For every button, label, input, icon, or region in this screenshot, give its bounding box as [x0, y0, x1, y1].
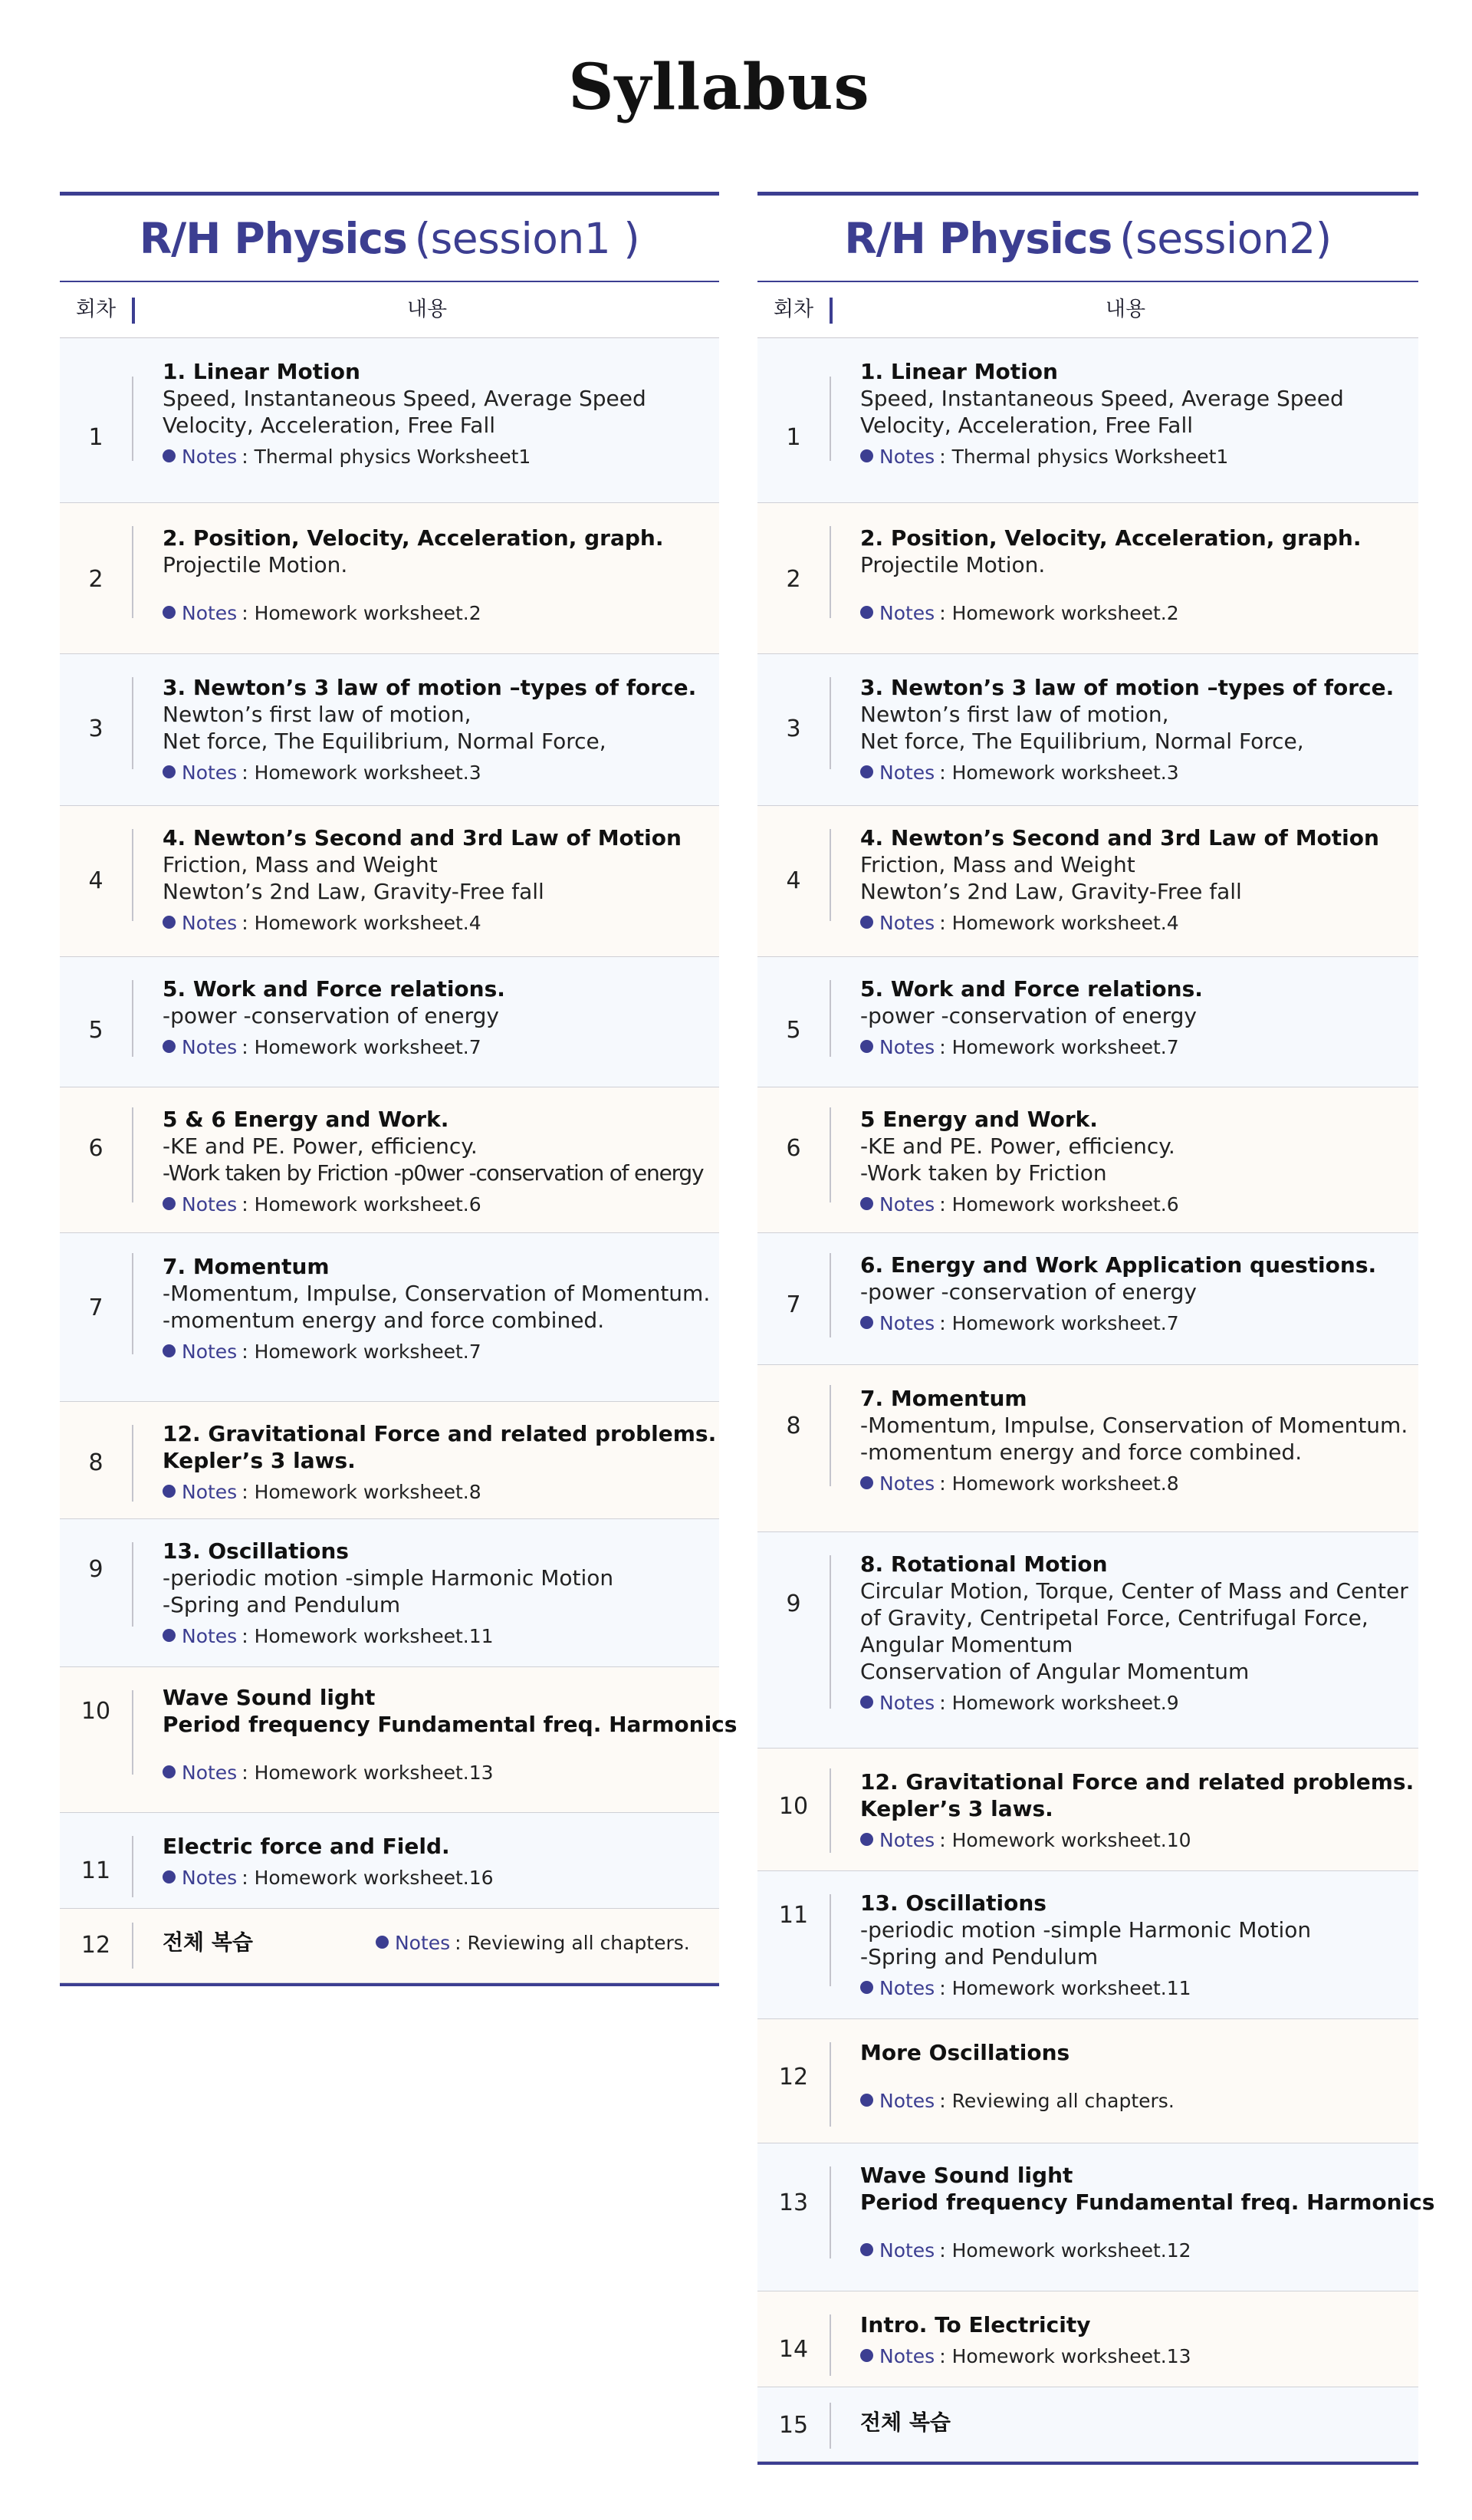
topic-title: 4. Newton’s Second and 3rd Law of Motion	[860, 825, 1379, 850]
topic-detail: -periodic motion -simple Harmonic Motion	[163, 1565, 614, 1591]
topic-detail: Conservation of Angular Momentum	[860, 1659, 1250, 1684]
row-content	[860, 1551, 1411, 1716]
session-number: 5	[786, 1017, 801, 1044]
row-divider	[830, 2042, 831, 2127]
session-number: 3	[88, 716, 104, 742]
notes-text: : Homework worksheet.13	[242, 1762, 494, 1784]
topic-title: 7. Momentum	[163, 1254, 330, 1279]
notes-label: Notes	[182, 1193, 238, 1216]
topic-detail: -Work taken by Friction	[860, 1160, 1107, 1186]
table-row	[757, 2143, 1435, 2291]
notes-text: : Homework worksheet.4	[939, 912, 1179, 934]
notes-label: Notes	[879, 1036, 935, 1058]
row-content	[860, 2409, 1411, 2436]
notes-text: : Homework worksheet.10	[939, 1829, 1191, 1851]
notes-text: : Homework worksheet.12	[939, 2239, 1191, 2262]
row-divider	[132, 1425, 133, 1502]
row-divider	[830, 1385, 831, 1486]
topic-title: 5. Work and Force relations.	[163, 976, 505, 1002]
notes-line	[163, 1864, 711, 1891]
topic-detail: Velocity, Acceleration, Free Fall	[860, 413, 1193, 438]
bullet-dot-icon	[860, 449, 873, 462]
topic-detail: -Spring and Pendulum	[163, 1592, 401, 1617]
table-row	[757, 1532, 1418, 1749]
topic-title: 전체 복습	[860, 2410, 951, 2435]
notes-label: Notes	[182, 1036, 238, 1058]
row-divider	[830, 526, 831, 618]
session-number: 10	[778, 1793, 809, 1820]
row-divider	[132, 1836, 133, 1897]
table-row	[60, 1813, 719, 1909]
table-row	[60, 1402, 719, 1519]
table-row	[757, 503, 1418, 654]
notes-line	[860, 2237, 1411, 2264]
row-divider	[830, 677, 831, 769]
row-divider	[830, 2403, 831, 2449]
topic-title: Wave Sound light	[860, 2163, 1073, 2188]
topic-detail: Angular Momentum	[860, 1632, 1073, 1657]
topic-title: 3. Newton’s 3 law of motion –types of force.	[860, 675, 1395, 700]
bullet-dot-icon	[860, 1197, 873, 1210]
notes-line	[163, 1338, 711, 1365]
topic-detail: -momentum energy and force combined.	[163, 1308, 605, 1333]
table-row	[757, 2019, 1418, 2143]
notes-label: Notes	[182, 1341, 238, 1363]
notes-text: : Homework worksheet.8	[939, 1472, 1179, 1495]
bullet-dot-icon	[163, 1344, 176, 1357]
notes-label: Notes	[879, 2239, 935, 2262]
bullet-dot-icon	[860, 1981, 873, 1994]
notes-label: Notes	[879, 1829, 935, 1851]
notes-line	[860, 2343, 1411, 2370]
row-content	[860, 1385, 1411, 1497]
notes-label: Notes	[879, 602, 935, 624]
bullet-dot-icon	[163, 1765, 176, 1778]
topic-detail: -Momentum, Impulse, Conservation of Momentum.	[860, 1413, 1408, 1438]
row-content	[860, 2039, 1411, 2114]
notes-label: Notes	[182, 1867, 238, 1889]
session-number: 15	[778, 2412, 809, 2439]
notes-label: Notes	[182, 446, 238, 468]
notes-text: : Homework worksheet.7	[242, 1341, 481, 1363]
row-divider	[830, 2166, 831, 2258]
topic-detail: Speed, Instantaneous Speed, Average Speed	[163, 386, 646, 411]
session-number: 6	[786, 1135, 801, 1162]
topic-title: 2. Position, Velocity, Acceleration, graph.	[163, 525, 664, 551]
session2-title-light: (session2)	[1119, 214, 1332, 263]
notes-label: Notes	[879, 1692, 935, 1714]
bullet-dot-icon	[860, 2094, 873, 2107]
topic-detail: Newton’s 2nd Law, Gravity-Free fall	[860, 879, 1242, 904]
session1-rows	[60, 338, 738, 1983]
topic-detail: Circular Motion, Torque, Center of Mass and Center	[860, 1578, 1408, 1604]
notes-label: Notes	[394, 1932, 451, 1954]
topic-title: 12. Gravitational Force and related problems.	[163, 1421, 717, 1446]
notes-line	[860, 1975, 1411, 2002]
session1-bottom-rule	[60, 1983, 719, 1986]
row-content	[163, 1538, 711, 1650]
bullet-dot-icon	[860, 2243, 873, 2256]
topic-title-line2: Kepler’s 3 laws.	[163, 1448, 356, 1473]
row-divider	[830, 1768, 831, 1853]
topic-title: Intro. To Electricity	[860, 2312, 1091, 2337]
row-divider	[830, 377, 831, 461]
notes-label: Notes	[879, 762, 935, 784]
topic-detail: -KE and PE. Power, efficiency.	[163, 1133, 478, 1159]
table-row	[757, 1749, 1418, 1871]
topic-title: More Oscillations	[860, 2040, 1070, 2065]
row-divider	[830, 1555, 831, 1709]
row-content	[163, 525, 711, 627]
topic-title: Wave Sound light	[163, 1685, 376, 1710]
bullet-dot-icon	[860, 765, 873, 778]
bullet-dot-icon	[163, 1870, 176, 1883]
topic-title: 13. Oscillations	[163, 1538, 349, 1564]
notes-line	[376, 1929, 690, 1956]
topic-title: 5 Energy and Work.	[860, 1107, 1098, 1132]
session2-table	[757, 192, 1435, 2465]
row-divider	[132, 377, 133, 461]
session-number: 5	[88, 1017, 104, 1044]
number-column-header: 회차	[773, 298, 814, 321]
row-content	[860, 975, 1411, 1061]
topic-title: 6. Energy and Work Application questions.	[860, 1252, 1377, 1278]
row-content	[163, 358, 711, 470]
notes-text: : Thermal physics Worksheet1	[242, 446, 531, 468]
notes-text: : Homework worksheet.4	[242, 912, 481, 934]
topic-detail: -power -conservation of energy	[163, 1003, 499, 1028]
session1-title-bold: R/H Physics	[139, 214, 407, 263]
bullet-dot-icon	[860, 1476, 873, 1489]
row-content	[860, 674, 1411, 786]
session-number: 8	[786, 1413, 801, 1439]
notes-text: : Homework worksheet.6	[242, 1193, 481, 1216]
session-number: 8	[88, 1449, 104, 1476]
row-content	[860, 358, 1411, 470]
row-content	[860, 1768, 1414, 1854]
notes-text: : Homework worksheet.2	[242, 602, 481, 624]
session-number: 2	[88, 566, 104, 593]
session2-rows	[757, 338, 1435, 2462]
notes-line	[163, 1479, 711, 1505]
session-number: 2	[786, 566, 801, 593]
notes-text: : Homework worksheet.6	[939, 1193, 1179, 1216]
notes-label: Notes	[879, 2090, 935, 2112]
topic-title: 4. Newton’s Second and 3rd Law of Motion	[163, 825, 682, 850]
notes-label: Notes	[182, 762, 238, 784]
session-number: 9	[786, 1591, 801, 1617]
table-row	[60, 1087, 719, 1233]
table-row	[60, 1909, 719, 1983]
topic-detail: Projectile Motion.	[860, 552, 1046, 577]
notes-text: : Homework worksheet.13	[939, 2345, 1191, 2367]
row-divider	[830, 2314, 831, 2376]
row-divider	[830, 1894, 831, 1986]
notes-text: : Reviewing all chapters.	[939, 2090, 1175, 2112]
row-content	[860, 1106, 1411, 1218]
bullet-dot-icon	[163, 1629, 176, 1642]
notes-text: : Homework worksheet.3	[939, 762, 1179, 784]
session-number: 1	[786, 424, 801, 451]
row-content	[163, 1833, 711, 1891]
bullet-dot-icon	[860, 2349, 873, 2362]
session-number: 10	[80, 1698, 111, 1725]
topic-detail: -periodic motion -simple Harmonic Motion	[860, 1917, 1312, 1943]
topic-title: 3. Newton’s 3 law of motion –types of force.	[163, 675, 697, 700]
table-row	[757, 338, 1418, 503]
session2-title	[757, 192, 1418, 282]
notes-text: : Reviewing all chapters.	[455, 1932, 690, 1954]
bullet-dot-icon	[860, 606, 873, 619]
topic-detail: -Spring and Pendulum	[860, 1944, 1099, 1969]
notes-label: Notes	[182, 602, 238, 624]
bullet-dot-icon	[860, 1040, 873, 1053]
bullet-dot-icon	[163, 765, 176, 778]
topic-title: 5. Work and Force relations.	[860, 976, 1203, 1002]
number-column-header: 회차	[75, 298, 117, 321]
table-row	[757, 2387, 1418, 2462]
topic-title: 전체 복습	[163, 1929, 253, 1955]
topic-detail: -Work taken by Friction -p0wer -conservation of energy	[163, 1160, 704, 1186]
table-row	[60, 1667, 738, 1813]
notes-line	[163, 1759, 711, 1786]
bullet-dot-icon	[376, 1936, 389, 1949]
topic-title: 1. Linear Motion	[860, 359, 1058, 384]
bullet-dot-icon	[163, 606, 176, 619]
session-number: 4	[88, 867, 104, 894]
row-divider	[132, 1923, 133, 1969]
row-content	[163, 1420, 717, 1505]
session-number: 14	[778, 2336, 809, 2363]
notes-text: : Homework worksheet.3	[242, 762, 481, 784]
session1-table	[60, 192, 738, 1986]
topic-title: 13. Oscillations	[860, 1890, 1046, 1916]
table-row	[757, 1087, 1418, 1233]
row-content	[163, 674, 711, 786]
notes-label: Notes	[879, 1312, 935, 1334]
row-divider	[830, 1253, 831, 1337]
notes-label: Notes	[182, 1625, 238, 1647]
session-number: 4	[786, 867, 801, 894]
session-number: 13	[778, 2189, 809, 2216]
bullet-dot-icon	[163, 1485, 176, 1498]
table-row	[757, 1233, 1418, 1365]
topic-title: 2. Position, Velocity, Acceleration, graph.	[860, 525, 1362, 551]
notes-line	[860, 1191, 1411, 1218]
topic-detail: Velocity, Acceleration, Free Fall	[163, 413, 495, 438]
notes-label: Notes	[879, 446, 935, 468]
row-content	[163, 1929, 711, 1956]
topic-detail: Newton’s first law of motion,	[860, 702, 1169, 727]
notes-line	[163, 759, 711, 786]
notes-text: : Homework worksheet.8	[242, 1481, 481, 1503]
notes-line	[860, 1310, 1411, 1337]
row-content	[163, 975, 711, 1061]
notes-line	[163, 443, 711, 470]
bullet-dot-icon	[860, 1316, 873, 1329]
notes-label: Notes	[879, 1472, 935, 1495]
row-divider	[830, 1107, 831, 1202]
topic-title: 1. Linear Motion	[163, 359, 360, 384]
row-divider	[132, 1107, 133, 1202]
row-content	[860, 525, 1411, 627]
bullet-dot-icon	[860, 916, 873, 929]
notes-text: : Homework worksheet.7	[939, 1036, 1179, 1058]
notes-label: Notes	[879, 1977, 935, 1999]
notes-line	[860, 1470, 1411, 1497]
notes-text: : Homework worksheet.7	[242, 1036, 481, 1058]
row-divider	[132, 980, 133, 1057]
row-divider	[132, 829, 133, 921]
notes-line	[860, 1827, 1411, 1854]
notes-text: : Homework worksheet.11	[939, 1977, 1191, 1999]
notes-line	[860, 443, 1411, 470]
topic-title: 8. Rotational Motion	[860, 1551, 1108, 1577]
row-divider	[132, 677, 133, 769]
notes-label: Notes	[182, 1481, 238, 1503]
row-divider	[132, 1690, 133, 1775]
topic-detail: Net force, The Equilibrium, Normal Force,	[163, 729, 606, 754]
row-content	[860, 1252, 1411, 1337]
table-row	[60, 1233, 719, 1402]
session-number: 3	[786, 716, 801, 742]
notes-text: : Thermal physics Worksheet1	[939, 446, 1229, 468]
bullet-dot-icon	[163, 1197, 176, 1210]
session-number: 9	[88, 1556, 104, 1583]
session1-title-light: (session1 )	[414, 214, 640, 263]
table-row	[60, 503, 719, 654]
topic-detail: -power -conservation of energy	[860, 1003, 1197, 1028]
row-content	[860, 824, 1411, 936]
notes-line	[860, 910, 1411, 936]
topic-detail: Friction, Mass and Weight	[163, 852, 438, 877]
topic-title: 12. Gravitational Force and related problems.	[860, 1769, 1414, 1795]
row-content	[860, 2311, 1411, 2370]
notes-label: Notes	[879, 912, 935, 934]
bullet-dot-icon	[163, 1040, 176, 1053]
session2-bottom-rule	[757, 2462, 1418, 2465]
topic-title-line2: Period frequency Fundamental freq. Harmonics	[860, 2189, 1435, 2215]
row-divider	[132, 1542, 133, 1627]
notes-line	[860, 1689, 1411, 1716]
row-content	[860, 2162, 1435, 2264]
row-content	[860, 1890, 1411, 2002]
session-number: 12	[778, 2064, 809, 2091]
table-row	[757, 1365, 1418, 1532]
notes-label: Notes	[182, 912, 238, 934]
notes-text: : Homework worksheet.7	[939, 1312, 1179, 1334]
topic-detail: Speed, Instantaneous Speed, Average Speed	[860, 386, 1344, 411]
topic-detail: -Momentum, Impulse, Conservation of Momentum.	[163, 1281, 711, 1306]
session-number: 1	[88, 424, 104, 451]
topic-detail: -power -conservation of energy	[860, 1279, 1197, 1304]
topic-detail: Newton’s first law of motion,	[163, 702, 472, 727]
topic-title: 5 & 6 Energy and Work.	[163, 1107, 449, 1132]
session2-title-bold: R/H Physics	[844, 214, 1112, 263]
topic-title-line2: Kepler’s 3 laws.	[860, 1796, 1053, 1821]
table-row	[757, 2291, 1418, 2387]
table-row	[60, 654, 719, 806]
session-number: 11	[778, 1902, 809, 1929]
row-content	[163, 1684, 738, 1786]
notes-line	[163, 1623, 711, 1650]
topic-detail: Projectile Motion.	[163, 552, 348, 577]
row-divider	[830, 829, 831, 921]
notes-text: : Homework worksheet.16	[242, 1867, 494, 1889]
topic-title-line2: Period frequency Fundamental freq. Harmonics	[163, 1712, 738, 1737]
table-row	[757, 654, 1418, 806]
topic-detail: Net force, The Equilibrium, Normal Force,	[860, 729, 1304, 754]
bullet-dot-icon	[163, 916, 176, 929]
topic-title: Electric force and Field.	[163, 1834, 450, 1859]
topic-detail: Friction, Mass and Weight	[860, 852, 1135, 877]
notes-line	[163, 1034, 711, 1061]
page-title: Syllabus	[568, 51, 870, 124]
content-column-header: 내용	[406, 298, 448, 321]
row-divider	[132, 526, 133, 618]
table-row	[60, 1519, 719, 1667]
topic-detail: of Gravity, Centripetal Force, Centrifugal Force,	[860, 1605, 1368, 1630]
content-column-header: 내용	[1105, 298, 1146, 321]
row-content	[163, 1253, 711, 1365]
bullet-dot-icon	[163, 449, 176, 462]
table-row	[757, 957, 1418, 1087]
session-number: 11	[80, 1857, 111, 1884]
bullet-dot-icon	[860, 1696, 873, 1709]
row-divider	[830, 980, 831, 1057]
notes-line	[860, 600, 1411, 627]
notes-text: : Homework worksheet.2	[939, 602, 1179, 624]
notes-line	[163, 600, 711, 627]
table-row	[757, 1871, 1418, 2019]
session-number: 6	[88, 1135, 104, 1162]
notes-label: Notes	[879, 1193, 935, 1216]
topic-detail: Newton’s 2nd Law, Gravity-Free fall	[163, 879, 544, 904]
row-content	[163, 1106, 711, 1218]
notes-text: : Homework worksheet.9	[939, 1692, 1179, 1714]
session-number: 7	[88, 1295, 104, 1321]
table-row	[60, 338, 719, 503]
topic-title: 7. Momentum	[860, 1386, 1027, 1411]
session2-table-header	[757, 282, 1418, 338]
notes-line	[860, 1034, 1411, 1061]
notes-line	[163, 910, 711, 936]
session1-title	[60, 192, 719, 282]
topic-detail: -KE and PE. Power, efficiency.	[860, 1133, 1175, 1159]
notes-label: Notes	[182, 1762, 238, 1784]
session-number: 7	[786, 1291, 801, 1318]
table-row	[757, 806, 1418, 957]
notes-line	[860, 759, 1411, 786]
bullet-dot-icon	[860, 1833, 873, 1846]
notes-line	[163, 1191, 711, 1218]
notes-text: : Homework worksheet.11	[242, 1625, 494, 1647]
row-content	[163, 824, 711, 936]
notes-label: Notes	[879, 2345, 935, 2367]
notes-line	[860, 2087, 1411, 2114]
session1-table-header	[60, 282, 719, 338]
topic-detail: -momentum energy and force combined.	[860, 1439, 1303, 1465]
row-divider	[132, 1253, 133, 1354]
session-number: 12	[80, 1932, 111, 1959]
table-row	[60, 957, 719, 1087]
table-row	[60, 806, 719, 957]
